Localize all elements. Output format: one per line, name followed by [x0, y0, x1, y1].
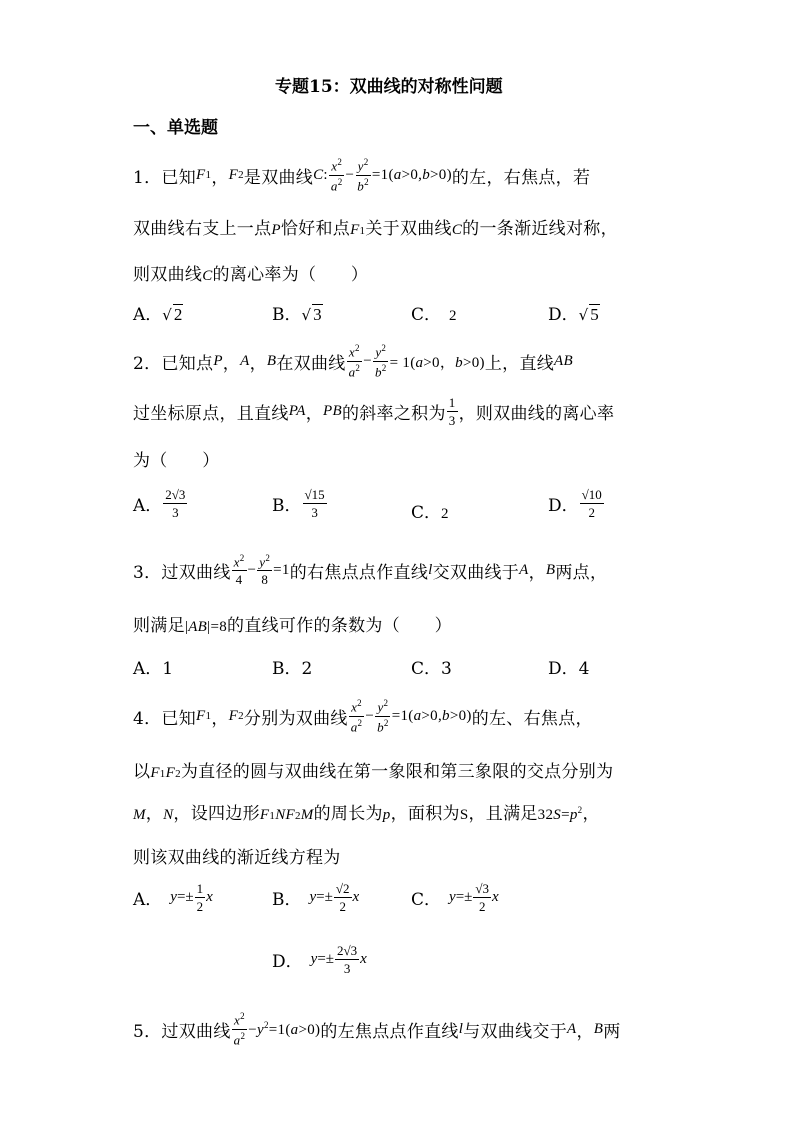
q2-option-a: A． $\frac{2√3}{3}$ — [133, 487, 186, 520]
q4-option-c: C． y =± $\frac{√3}{2}$ x — [411, 881, 499, 914]
fraction: $\frac{y^2}{b^2}$ — [357, 157, 369, 193]
q1-line3: 则双曲线C的离心率为（ ） — [133, 265, 369, 285]
fraction: $\frac{1}{3}$ — [448, 394, 456, 428]
q4-line4: 则该双曲线的渐近线方程为 — [133, 848, 341, 868]
q3-line2: 则满足|AB|=8的直线可作的条数为（ ） — [133, 616, 452, 636]
q1-option-a: A．√ 2 — [133, 305, 183, 325]
q4-option-d: D． y =± $\frac{2√3}{3}$ x — [272, 943, 367, 976]
q4-line1: 4．已知 F 1 ， F 2 分别为双曲线 $\frac{x^2}{a^2}$ − $\frac{y^2}{b^2}$ =1(a>0,b>0) 的左、右焦点， — [133, 698, 593, 734]
q2-line1: 2．已知点 P ， A ， B 在双曲线 $\frac{x^2}{a^2}$ − $\frac{y^2}{b^2}$ = 1(a>0，b>0) 上，直线 AB — [133, 343, 573, 379]
q3-line1: 3．过双曲线 $\frac{x^2}{4}$ − $\frac{y^2}{8}$ =1 的右焦点点作直线 l 交双曲线于 A ， B 两点， — [133, 552, 608, 588]
q2-line3: 为（ ） — [133, 451, 220, 471]
q2-option-c: C．2 — [411, 503, 449, 523]
q2-option-b: B． $\frac{√15}{3}$ — [272, 487, 325, 520]
fraction: $\frac{y^2}{b^2}$ — [374, 343, 387, 379]
q3-option-b: B．2 — [272, 659, 313, 679]
fraction: $\frac{x^2}{a^2}$ — [233, 1011, 246, 1047]
fraction: $\frac{x^2}{a^2}$ — [348, 343, 361, 379]
q1-option-d: D．√ 5 — [548, 305, 599, 325]
q3-option-a: A．1 — [133, 659, 174, 679]
fraction: $\frac{x^2}{a^2}$ — [350, 698, 363, 734]
q2-line2: 过坐标原点，且直线 PA ， PB 的斜率之积为 $\frac{1}{3}$ ，则双曲线的离心率 — [133, 394, 615, 428]
fraction: $\frac{x^2}{a^2}$ — [330, 157, 343, 193]
section-heading: 一、单选题 — [133, 118, 218, 138]
page-title: 专题15：双曲线的对称性问题 — [275, 77, 503, 97]
q3-option-c: C．3 — [411, 659, 452, 679]
fraction: $\frac{y^2}{8}$ — [259, 552, 271, 588]
q1-line2: 双曲线右支上一点P恰好和点F1关于双曲线C的一条渐近线对称， — [133, 219, 618, 239]
q1-line1: 1．已知 F 1 ， F 2 是双曲线 C : $\frac{x^2}{a^2}$ − $\frac{y^2}{b^2}$ =1(a>0,b>0) 的左，右焦点，若 — [133, 157, 591, 193]
q5-line1: 5．过双曲线 $\frac{x^2}{a^2}$ $-y^2=1(a>0)$ 的左焦点点作直线 l 与双曲线交于 A ， B 两 — [133, 1011, 621, 1047]
q1-option-c: C． 2 — [411, 305, 457, 325]
q4-line3: M，N，设四边形F1NF2M的周长为p，面积为S，且满足$32S=p^2$， — [133, 804, 600, 824]
q3-option-d: D．4 — [548, 659, 590, 679]
q1-option-b: B．√ 3 — [272, 305, 322, 325]
fraction: $\frac{x^2}{4}$ — [233, 552, 245, 588]
q4-line2: 以F1F2为直径的圆与双曲线在第一象限和第三象限的交点分别为 — [133, 762, 614, 782]
q4-option-b: B． y =± $\frac{√2}{2}$ x — [272, 881, 360, 914]
fraction: $\frac{y^2}{b^2}$ — [377, 698, 389, 734]
q4-option-a: A． y =± $\frac{1}{2}$ x — [133, 881, 213, 914]
q2-option-d: D． $\frac{√10}{2}$ — [548, 487, 602, 520]
